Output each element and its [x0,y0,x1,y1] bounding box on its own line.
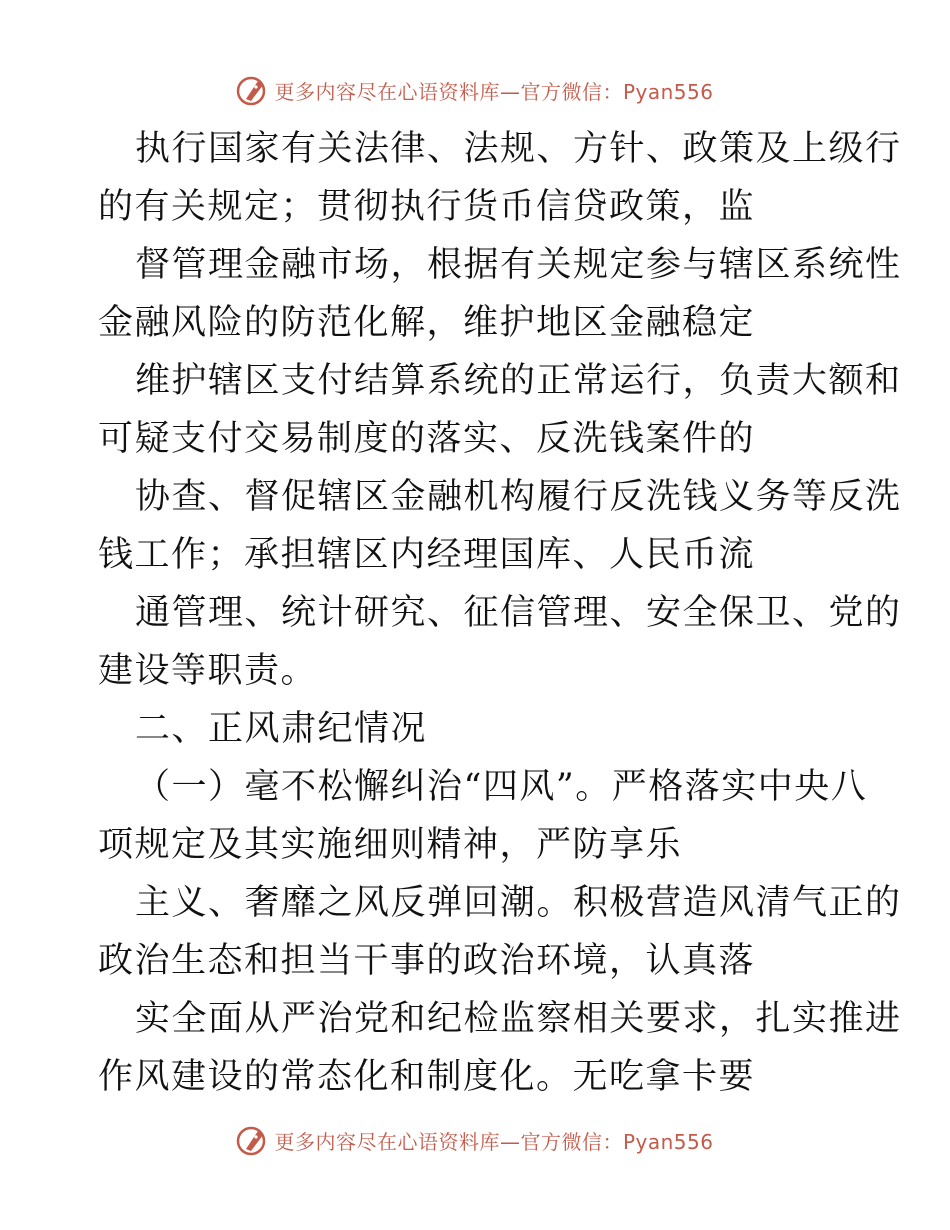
paragraph-line: 政治生态和担当干事的政治环境，认真落 [98,941,756,981]
paragraph-line: 作风建设的常态化和制度化。无吃拿卡要 [98,1057,756,1097]
paragraph-line: 主义、奢靡之风反弹回潮。积极营造风清气正的 [135,883,902,923]
section-heading: 二、正风肃纪情况 [135,709,428,749]
paragraph-line: 项规定及其实施细则精神，严防享乐 [98,825,683,865]
watermark-text: 更多内容尽在心语资料库—官方微信：Pyan556 [274,1129,714,1154]
paragraph-line: 执行国家有关法律、法规、方针、政策及上级行 [135,129,902,169]
watermark-footer [0,1120,950,1160]
paragraph-line: （一）毫不松懈纠治“四风”。严格落实中央八 [135,767,868,807]
paragraph-line: 可疑支付交易制度的落实、反洗钱案件的 [98,419,756,459]
paragraph-line: 维护辖区支付结算系统的正常运行，负责大额和 [135,361,902,401]
paragraph-line: 建设等职责。 [98,651,318,691]
paragraph-line: 钱工作；承担辖区内经理国库、人民币流 [98,535,756,575]
watermark-text: 更多内容尽在心语资料库—官方微信：Pyan556 [274,79,714,104]
pen-nib-logo-icon [236,73,270,107]
watermark-header [0,70,950,110]
paragraph-line: 通管理、统计研究、征信管理、安全保卫、党的 [135,593,902,633]
document-body [98,120,902,1106]
paragraph-line: 督管理金融市场，根据有关规定参与辖区系统性 [135,245,902,285]
paragraph-line: 金融风险的防范化解，维护地区金融稳定 [98,303,756,343]
pen-nib-logo-icon [236,1123,270,1157]
paragraph-line: 协查、督促辖区金融机构履行反洗钱义务等反洗 [135,477,902,517]
paragraph-line: 实全面从严治党和纪检监察相关要求，扎实推进 [135,999,902,1039]
paragraph-line: 的有关规定；贯彻执行货币信贷政策，监 [98,187,756,227]
